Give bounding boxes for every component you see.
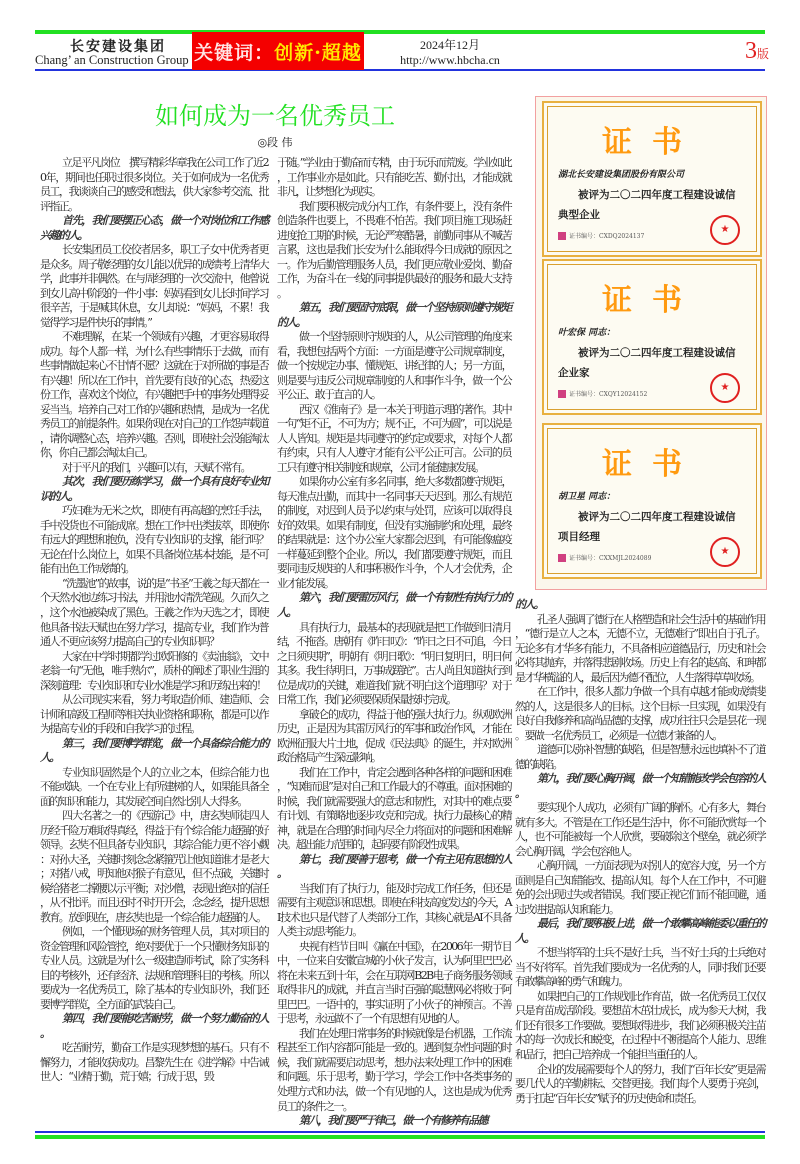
- certificate-number-text: 证书编号：CXQY12024152: [569, 391, 648, 398]
- keyword-banner: [192, 32, 364, 70]
- top-blue-rule: [35, 69, 765, 71]
- brand-name-cn: 长安建设集团: [70, 39, 166, 55]
- section-heading: 最后，我们要积极上进，做一个敢攀高峰能委以重任的人。: [515, 917, 765, 945]
- paragraph: 拿破仑的成功，得益于他的强大执行力。纵观欧洲历史，正是因为其雷厉风行的军事和政治作风，才能在欧洲征服大片土地，促成《民法典》的诞生，并对欧洲政治格局产生深远影响。: [277, 707, 511, 765]
- logo-icon: [558, 232, 566, 240]
- section-heading: 的人。: [515, 598, 544, 611]
- certificate-category: 企业家: [558, 367, 590, 379]
- page-number-suffix: 版: [757, 47, 770, 61]
- keyword-label: 关键词：: [194, 41, 275, 64]
- certificate-number: [558, 231, 644, 240]
- certificate-text: 被评为二〇二四年度工程建设诚信: [578, 189, 736, 201]
- section-heading: 第九，我们要心胸开阔，做一个知错能改学会包容的人。: [515, 772, 765, 800]
- certificate: [542, 259, 762, 415]
- section-heading: 第三，我们要博学群览，做一个具备综合能力的人。: [40, 736, 268, 765]
- paragraph: 西汉《淮南子》是一本关于明道示理的著作。其中一句“矩不正，不可为方；规不正，不可为圆”，可以说是人人皆知。规矩是共同遵守的约定或要求，对每个人都有约束，只有人人遵守才能有公平公正可言。公司的员工只有遵守相关制度和规章，公司才能健康发展。: [277, 402, 511, 474]
- article-column-2: [277, 156, 511, 1129]
- keyword-value: 创新·超越: [274, 41, 362, 64]
- certificate-text: 被评为二〇二四年度工程建设诚信: [578, 511, 736, 523]
- paragraph: 例如，一个懂现场的财务管理人员，其对项目的资金管理和风险管控，绝对要优于一个只懂财务知识的专业人员。这就是为什么一级建造师考试，除了实务科目的考核外，还有经济、法规和管理科目的考核。所以要成为一名优秀员工，除了基本的专业知识外，我们还要博学群览，全方面的武装自己。: [40, 925, 268, 1011]
- certificate: [542, 101, 762, 257]
- paragraph: 我们要积极完成分内工作，有条件要上，没有条件创造条件也要上，不畏难不怕苦。我们项目施工现场赶进度抢工期的时候，无论严寒酷暑，前勤同事从不喊苦言累，这也是我们长安为什么能取得今日成就的原因之一。作为后勤管理服务人员，我们更应敬业爱岗、勤奋工作，为奋斗在一线的同事提供最好的服务和最大支持。: [277, 199, 511, 300]
- section-heading: 第八，我们要严于律己，做一个有修养有品德: [299, 1114, 487, 1128]
- certificate-recipient: 胡卫星 同志：: [558, 492, 616, 502]
- section-heading: 其次，我们要历练学习，做一个具有良好专业知识的人。: [40, 475, 268, 503]
- seal-stamp-icon: ★: [710, 215, 740, 245]
- paragraph: 我们在处理日常事务的时候就像是台机器，工作流程甚至工作内容都可能是一致的。遇到复杂性问题的时候，我们就需要启动思考，想办法来处理工作中的困难和问题。乐于思考，勤于学习，学会工作中各类事务的处理方式和办法，做一个有见地的人，这也是成为优秀员工的条件之一。: [277, 1026, 511, 1113]
- section-heading: 第七，我们要善于思考，做一个有主见有思想的人。: [277, 852, 511, 881]
- page-number-value: 3: [745, 38, 757, 64]
- paragraph: 不想当将军的士兵不是好士兵，当不好士兵的士兵绝对当不好将军。首先我们要成为一名优秀的人，同时我们还要有敢攀高峰的勇气和魄力。: [515, 946, 765, 989]
- certificate-text: 被评为二〇二四年度工程建设诚信: [578, 347, 736, 359]
- paragraph: 做一个坚持原则守规矩的人，从公司管理的角度来看，我想包括两个方面：一方面是遵守公司规章制度，做一个按规定办事、懂规矩、讲纪律的人；另一方面，则是要与违反公司规章制度的人和事作斗争，做一个公平公正、敢于直言的人。: [277, 330, 511, 402]
- paragraph: 央视有档节目叫《赢在中国》，在2006年一期节目中，一位来自安徽宣城的小伙子发言，认为阿里巴巴必将在未来五到十年，会在互联网B2B电子商务服务领域取得非凡的成就，并直言当时百强的聪慧网必将败于阿里巴巴。一语中的，事实证明了小伙子的神预言。不善于思考，永远做不了一个有思想有见地的人。: [277, 939, 511, 1026]
- paragraph: 要实现个人成功，必须有广阔的胸怀。心有多大，舞台就有多大。不管是在工作还是生活中，你不可能欣赏每一个人，也不可能被每一个人欣赏，要破除这个壁垒，就必须学会心胸开阔，学会包容他人。: [515, 801, 765, 858]
- section-heading: 第四，我们要能吃苦耐劳，做一个努力勤奋的人。: [40, 1012, 268, 1040]
- brand-name-en: Chang’ an Construction Group: [35, 53, 189, 67]
- bottom-green-rule: [35, 1135, 765, 1139]
- article-column-3: [515, 598, 765, 1106]
- paragraph: 大家在中学时期都学过欧阳修的《卖油翁》，文中老翁一句“无他，唯手熟尔”，质朴的阐述了职业生涯的深刻道理：专业知识和专业水准是学习和历练出来的！: [40, 649, 268, 692]
- paragraph: 对于平凡的我们，兴趣可以有，天赋不常有。: [62, 460, 250, 474]
- certificate-title: 证书: [602, 447, 702, 482]
- certificate-number-text: 证书编号：CXXMJL2024089: [569, 555, 652, 562]
- certificate-number-text: 证书编号：CXDQ2024137: [569, 233, 645, 240]
- certificate-number: [558, 389, 647, 398]
- paragraph: 专业知识固然是个人的立业之本，但综合能力也不能或缺。一个在专业上有所建树的人，如果能具备全面的知识和能力，其发展空间自然比别人大得多。: [40, 765, 268, 808]
- certificate-category: 项目经理: [558, 531, 600, 543]
- article-byline: ◎段 伟: [257, 136, 293, 149]
- paragraph: 孔圣人强调了德行在人格塑造和社会生活中的基础作用，“德行是立人之本，无德不立，无德难行”即出自于孔子。无论多有才华多有能力，不具备相应道德品行，历史和社会必将其抛弃，并落得悲剧收场。历史上有名的赵高、和珅都是才华横溢的人，最后因为德不配位，人生落得草草收场。: [515, 612, 765, 684]
- seal-stamp-icon: ★: [710, 373, 740, 403]
- paragraph: 立足平凡岗位 撰写精彩华章我在公司工作了近20年，期间也任职过很多岗位。关于如何成为一名优秀员工，我谈谈自己的感受和想法，供大家参考交流、批评指正。: [40, 156, 268, 213]
- certificate-recipient: 湖北长安建设集团股份有限公司: [558, 170, 685, 180]
- top-green-rule: [35, 30, 765, 34]
- bottom-blue-rule: [35, 1131, 765, 1133]
- article-title: 如何成为一名优秀员工: [155, 102, 395, 130]
- issue-date: 2024年12月: [419, 38, 480, 52]
- paragraph: 企业的发展需要每个人的努力，我们“百年长安”更是需要几代人的辛勤耕耘、交替更接。我们每个人要勇于亮剑，勇于扛起“百年长安”赋予的历史使命和责任。: [515, 1062, 765, 1105]
- website-url[interactable]: http://www.hbcha.cn: [400, 53, 500, 67]
- certificate-recipient: 叶宏保 同志：: [558, 328, 616, 338]
- paragraph: 四大名著之一的《西游记》中，唐玄奘师徒四人历经千险万难取得真经，得益于有个综合能力超强的好领导。玄奘不但具备专业知识，其综合能力更不容小觑：对孙大圣，关键时刻念念紧箍咒让他知道谁才是老大；对猪八戒，明知他对猴子有意见，但不点破，关键时候给猪老二撑腰以示平衡；对沙僧，表现出绝对的信任，从不批评。而且还时不时开开会，念念经，提升思想教育。放到现在，唐玄奘也是一个综合能力超强的人。: [40, 809, 268, 924]
- page-number: [745, 38, 769, 65]
- certificate-number: [558, 553, 651, 562]
- paragraph: 心胸开阔，一方面表现为对别人的宽容大度，另一个方面则是自己知错能改、提高认知。每个人在工作中，不可避免的会出现过失或者错误。我们要正视它们而不能回避，通过改进提高认知和能力。: [515, 859, 765, 916]
- certificate-title: 证书: [602, 125, 702, 160]
- section-heading: 首先，我们要摆正心态，做一个对岗位和工作感兴趣的人。: [40, 214, 268, 242]
- paragraph: 不难理解，在某一个领域有兴趣，才更容易取得成功。每个人都一样，为什么有些事情乐于去做，而有些事情做起来心不甘情不愿？这就在于对所做的事是否有兴趣！所以在工作中，首先要有良好的心态，热爱这份工作，喜欢这个岗位，有兴趣把手中的事务处理得妥妥当当。培养自己对工作的兴趣和热情，是成为一名优秀员工的前提条件。如果你现在对自己的工作怨声载道，请你调整心态，培养兴趣。否则，即使社会没能淘汰你，你自己都会淘汰自己。: [40, 330, 268, 460]
- paragraph: 在工作中，很多人都力争做一个具有卓越才能或成绩斐然的人，这是很多人的目标。这个目标一旦实现，如果没有良好自我修养和高尚品德的支撑，成功往往只会是昙花一现。要做一名优秀员工，必须是一位德才兼备的人。: [515, 685, 765, 742]
- logo-icon: [558, 390, 566, 398]
- paragraph: 具有执行力，最基本的表现就是把工作做到日清月结，不拖沓。唐朝有《昨日叹》：“昨日之日不可追，今日之日须臾期”，明朝有《明日歌》：“明日复明日，明日何其多。我生待明日，万事成蹉跎”。古人尚且知道执行到位是成功的关键，难道我们就不明白这个道理吗？对于日常工作，我们必须要保质保量按时完成。: [277, 620, 511, 707]
- logo-icon: [558, 554, 566, 562]
- certificate: [542, 423, 762, 579]
- certificate-title: 证书: [602, 283, 702, 318]
- paragraph: 道德可以弥补智慧的缺陷，但是智慧永远也填补不了道德的缺陷。: [515, 743, 765, 771]
- paragraph: 如果你办公室有多名同事，绝大多数都遵守规矩，每天准点出勤，而其中一名同事天天迟到。那么有规范的制度，对迟到人员予以约束与处罚，应该可以取得良好的效果。如果有制度，但没有实施制约和处理，最终的结果就是：这个办公室大家都会迟到，有可能像瘟疫一样蔓延到整个企业。所以，我们都要遵守规矩，而且要同违反规矩的人和事积极作斗争，个人才会优秀，企业才能发展。: [277, 475, 511, 590]
- section-heading: 第六，我们要雷厉风行，做一个有韧性有执行力的人。: [277, 591, 511, 619]
- section-heading: 第五，我们要固守底限，做一个坚持原则遵守规矩的人。: [277, 301, 511, 329]
- paragraph: 当我们有了执行力，能及时完成工作任务，但还是需要有主观意识和思想。即使在科技高度发达的今天，AI技术也只是代替了人类部分工作，其核心就是AI不具备人类主动思考能力。: [277, 881, 511, 939]
- paragraph: 如果把自己的工作规划比作育苗，做一名优秀员工仅仅只是育苗成活阶段。要想苗木茁壮成长，成为参天大树，我们还有很多工作要做。要想取得进步，我们必须积极关注苗木的每一次成长和蜕变，在过程中不断提高个人能力、思维和品行，把自己培养成一个能担当重任的人。: [515, 989, 765, 1061]
- certificates-image: [535, 96, 767, 590]
- seal-stamp-icon: ★: [710, 537, 740, 567]
- paragraph: 巧妇难为无米之炊，即使有再高超的烹饪手法，手中没货也不可能成席。想在工作中出类拔萃，即使你有远大的理想和抱负，没有专业知识的支撑，能行吗？无论在什么岗位上，如果不具备岗位基本技能，是不可能有出色工作成绩的。: [40, 504, 268, 576]
- paragraph: 从公司现实来看，努力考取造价师、建造师、会计师和高级工程师等相关执业资格和职称，都是可以作为提高专业的手段和自我学习的过程。: [40, 693, 268, 736]
- paragraph: “洗墨池”的故事，说的是“书圣”王羲之每天都在一个天然水池边练习书法，并用池水清洗笔砚。久而久之，这个水池被染成了黑色。王羲之作为天选之才，即使他具备书法天赋也在努力学习，提高专业，我们作为普通人不更应该努力提高自己的专业知识吗？: [40, 576, 268, 649]
- paragraph: 吃苦耐劳，勤奋工作是实现梦想的基石。只有不懈努力，才能收获成功。昌黎先生在《进学解》中告诫世人：“业精于勤，荒于嬉；行成于思，毁: [40, 1041, 268, 1084]
- paragraph: 于随。”学业由于勤奋而专精，由于玩乐而荒废。学业如此，工作事业亦是如此。只有能吃苦、勤付出，才能成就非凡，让梦想化为现实。: [277, 156, 511, 199]
- paragraph: 我们在工作中，肯定会遇到各种各样的问题和困难，“知难而退”是对自己和工作最大的不尊重。面对困难的时候，我们就需要强大的意志和韧性，对其中的难点要有计划、有策略地逐步攻克和完成。执行力最核心的精神，就是在合理的时间内尽全力将面对的问题和困难解决。超出能力范围的，起码要有阶段性成果。: [277, 765, 511, 852]
- article-column-1: [40, 156, 268, 1085]
- paragraph: 长安集团员工佼佼者居多，职工子女中优秀者更是众多。周子敬经理的女儿能以优异的成绩考上清华大学，此事并非偶然。在与周经理的一次交流中，他曾说到女儿高中阶段的一件小事：妈妈看到女儿长时间学习很辛苦，于是喊其休息，女儿却说：“妈妈，不累！我觉得学习是件快乐的事情。”: [40, 243, 268, 329]
- certificate-category: 典型企业: [558, 209, 600, 221]
